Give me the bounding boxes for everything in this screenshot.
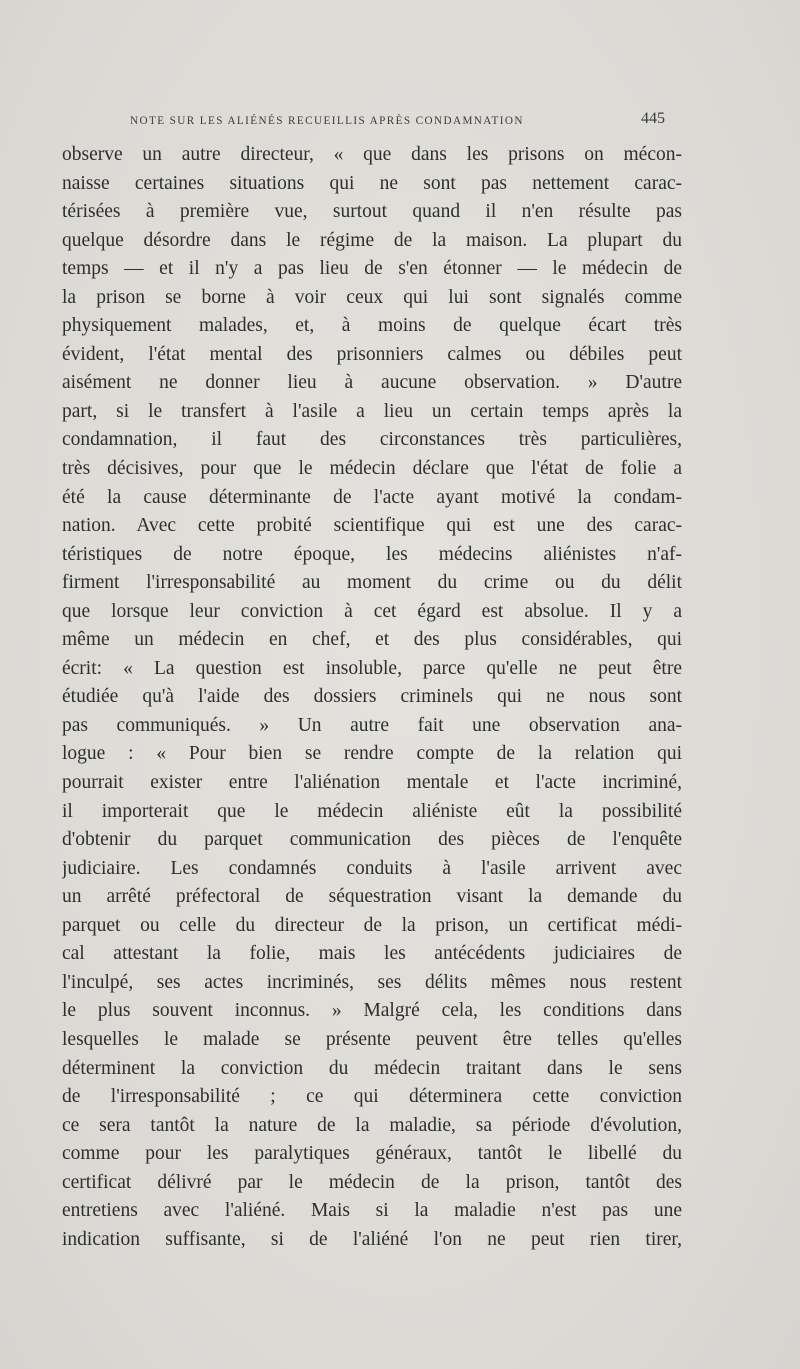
- text-line: évident, l'état mental des prisonniers calmes ou débiles peut: [62, 343, 682, 365]
- text-line: lesquelles le malade se présente peuvent être telles qu'elles: [62, 1028, 682, 1050]
- text-line: physiquement malades, et, à moins de quelque écart très: [62, 315, 682, 337]
- text-line: indication suffisante, si de l'aliéné l'on ne peut rien tirer,: [62, 1228, 682, 1250]
- text-line: écrit: « La question est insoluble, parce qu'elle ne peut être: [62, 657, 682, 679]
- text-line: aisément ne donner lieu à aucune observation. » D'autre: [62, 372, 682, 394]
- text-line: été la cause déterminante de l'acte ayant motivé la condam-: [62, 486, 682, 508]
- text-line: de l'irresponsabilité ; ce qui déterminera cette conviction: [62, 1086, 682, 1108]
- text-line: judiciaire. Les condamnés conduits à l'asile arrivent avec: [62, 857, 682, 879]
- text-line: que lorsque leur conviction à cet égard est absolue. Il y a: [62, 600, 682, 622]
- text-line: l'inculpé, ses actes incriminés, ses délits mêmes nous restent: [62, 971, 682, 993]
- text-line: il importerait que le médecin aliéniste eût la possibilité: [62, 800, 682, 822]
- page-number: 445: [641, 110, 665, 127]
- text-line: naisse certaines situations qui ne sont pas nettement carac-: [62, 172, 682, 194]
- text-line: téristiques de notre époque, les médecins aliénistes n'af-: [62, 543, 682, 565]
- text-line: un arrêté préfectoral de séquestration visant la demande du: [62, 886, 682, 908]
- text-line: comme pour les paralytiques généraux, tantôt le libellé du: [62, 1143, 682, 1165]
- text-line: part, si le transfert à l'asile a lieu un certain temps après la: [62, 400, 682, 422]
- text-line: nation. Avec cette probité scientifique qui est une des carac-: [62, 515, 682, 537]
- text-line: déterminent la conviction du médecin traitant dans le sens: [62, 1057, 682, 1079]
- text-line: pas communiqués. » Un autre fait une observation ana-: [62, 714, 682, 736]
- text-line: firment l'irresponsabilité au moment du crime ou du délit: [62, 572, 682, 594]
- text-line: quelque désordre dans le régime de la maison. La plupart du: [62, 229, 682, 251]
- text-line: très décisives, pour que le médecin déclare que l'état de folie a: [62, 458, 682, 480]
- text-line: la prison se borne à voir ceux qui lui sont signalés comme: [62, 286, 682, 308]
- text-line: ce sera tantôt la nature de la maladie, sa période d'évolution,: [62, 1114, 682, 1136]
- body-text: [62, 141, 682, 1254]
- text-line: étudiée qu'à l'aide des dossiers criminels qui ne nous sont: [62, 686, 682, 708]
- running-head: NOTE SUR LES ALIÉNÉS RECUEILLIS APRÈS CONDAMNATION: [130, 115, 524, 127]
- text-line: térisées à première vue, surtout quand il n'en résulte pas: [62, 201, 682, 223]
- text-line: condamnation, il faut des circonstances très particulières,: [62, 429, 682, 451]
- text-line: certificat délivré par le médecin de la prison, tantôt des: [62, 1171, 682, 1193]
- text-line: parquet ou celle du directeur de la prison, un certificat médi-: [62, 914, 682, 936]
- text-line: observe un autre directeur, « que dans les prisons on mécon-: [62, 144, 682, 165]
- text-line: logue : « Pour bien se rendre compte de la relation qui: [62, 743, 682, 765]
- text-line: pourrait exister entre l'aliénation mentale et l'acte incriminé,: [62, 772, 682, 794]
- text-line: d'obtenir du parquet communication des pièces de l'enquête: [62, 829, 682, 851]
- text-line: même un médecin en chef, et des plus considérables, qui: [62, 629, 682, 651]
- text-line: cal attestant la folie, mais les antécédents judiciaires de: [62, 943, 682, 965]
- text-line: le plus souvent inconnus. » Malgré cela, les conditions dans: [62, 1000, 682, 1022]
- text-line: entretiens avec l'aliéné. Mais si la maladie n'est pas une: [62, 1200, 682, 1222]
- text-line: temps — et il n'y a pas lieu de s'en étonner — le médecin de: [62, 258, 682, 280]
